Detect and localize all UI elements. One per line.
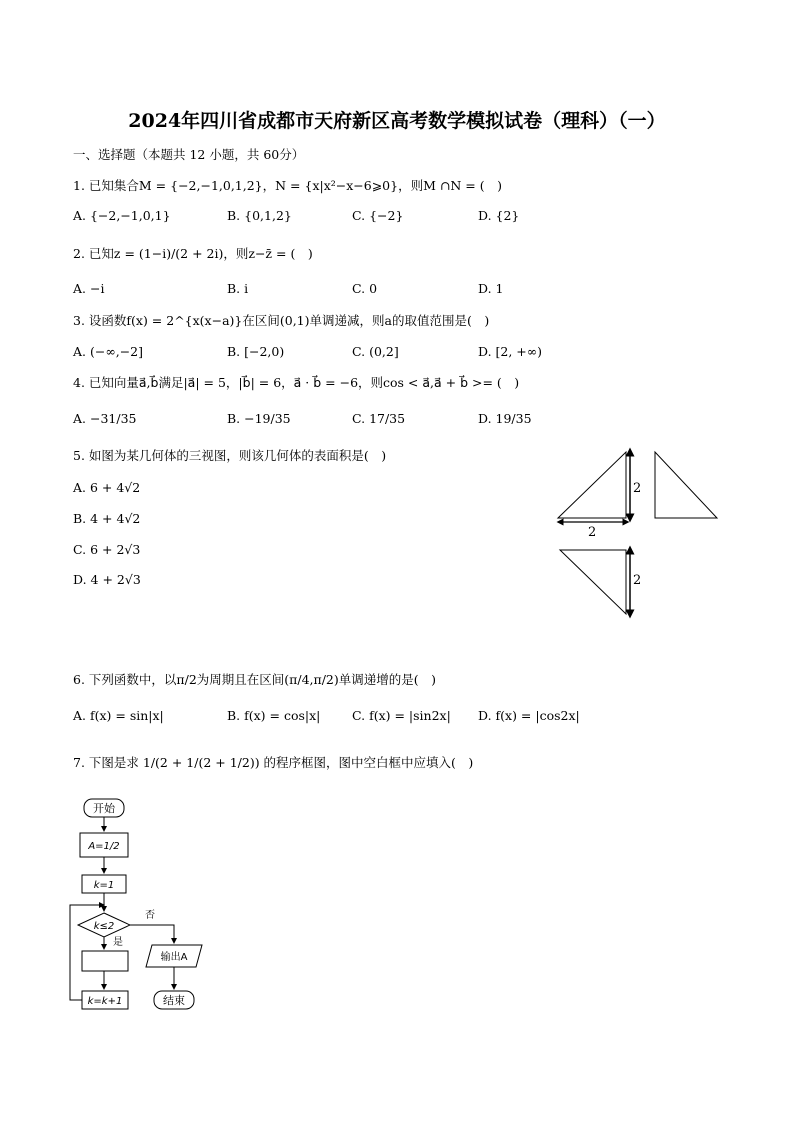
question-3-stem: 3. 设函数f(x) = 2^{x(x−a)}在区间(0,1)单调递减，则a的取值范围是( ) — [73, 313, 490, 328]
q1-option-a: A. {−2,−1,0,1} — [73, 208, 171, 223]
q4-option-a: A. −31/35 — [73, 411, 137, 426]
question-1-stem: 1. 已知集合M = {−2,−1,0,1,2}，N = {x|x²−x−6⩾0}，则M ∩N = ( ) — [73, 178, 502, 193]
flow-output-label: 输出A — [160, 952, 188, 963]
q5-option-a: A. 6 + 4√2 — [73, 480, 141, 495]
flow-yes-label: 是 — [113, 937, 123, 948]
q1-option-b: B. {0,1,2} — [227, 208, 292, 223]
q6-option-a: A. f(x) = sin|x| — [73, 708, 164, 723]
flow-start-label: 开始 — [93, 802, 115, 815]
q3-option-a: A. (−∞,−2] — [73, 344, 144, 359]
q4-option-d: D. 19/35 — [478, 411, 532, 426]
flow-init-k-label: k=1 — [93, 880, 115, 891]
q2-option-c: C. 0 — [352, 281, 378, 296]
flow-init-a-label: A=1/2 — [88, 841, 120, 852]
q2-option-a: A. −i — [73, 281, 105, 296]
q2-option-b: B. i — [227, 281, 249, 296]
q3-option-c: C. (0,2] — [352, 344, 399, 359]
three-view-diagram — [550, 444, 730, 620]
q6-option-d: D. f(x) = |cos2x| — [478, 708, 580, 723]
flow-end-label: 结束 — [163, 994, 185, 1007]
front-view-triangle — [558, 452, 626, 518]
q6-option-b: B. f(x) = cos|x| — [227, 708, 321, 723]
flow-increment-label: k=k+1 — [87, 996, 123, 1007]
front-width-label: 2 — [588, 525, 597, 540]
flowchart — [62, 795, 212, 1017]
question-5-stem: 5. 如图为某几何体的三视图，则该几何体的表面积是( ) — [73, 448, 387, 463]
q4-option-b: B. −19/35 — [227, 411, 291, 426]
q5-option-c: C. 6 + 2√3 — [73, 542, 141, 557]
flow-no-label: 否 — [145, 910, 155, 921]
q6-option-c: C. f(x) = |sin2x| — [352, 708, 451, 723]
flow-blank-box — [82, 951, 128, 971]
q1-option-c: C. {−2} — [352, 208, 404, 223]
q5-option-d: D. 4 + 2√3 — [73, 572, 141, 587]
section-header: 一、选择题（本题共 12 小题，共 60分） — [73, 147, 305, 162]
flow-decision-label: k≤2 — [93, 921, 115, 932]
page-title: 2024年四川省成都市天府新区高考数学模拟试卷（理科）（一） — [128, 110, 666, 132]
top-height-label: 2 — [633, 573, 642, 588]
q3-option-b: B. [−2,0) — [227, 344, 285, 359]
q4-option-c: C. 17/35 — [352, 411, 406, 426]
q5-option-b: B. 4 + 4√2 — [73, 511, 141, 526]
question-2-stem: 2. 已知z = (1−i)/(2 + 2i)，则z−z̄ = ( ) — [73, 246, 313, 261]
top-view-triangle — [560, 550, 626, 614]
question-6-stem: 6. 下列函数中，以π/2为周期且在区间(π/4,π/2)单调递增的是( ) — [73, 672, 437, 687]
front-height-label: 2 — [633, 481, 642, 496]
q3-option-d: D. [2, +∞) — [478, 344, 543, 359]
question-7-stem: 7. 下图是求 1/(2 + 1/(2 + 1/2)) 的程序框图，图中空白框中应填入( ) — [73, 755, 474, 770]
side-view-triangle — [655, 452, 717, 518]
q1-option-d: D. {2} — [478, 208, 520, 223]
question-4-stem: 4. 已知向量a⃗,b⃗满足|a⃗| = 5，|b⃗| = 6，a⃗ · b⃗ = −6，则cos < a⃗,a⃗ + b⃗ >= ( ) — [73, 375, 520, 390]
q2-option-d: D. 1 — [478, 281, 504, 296]
